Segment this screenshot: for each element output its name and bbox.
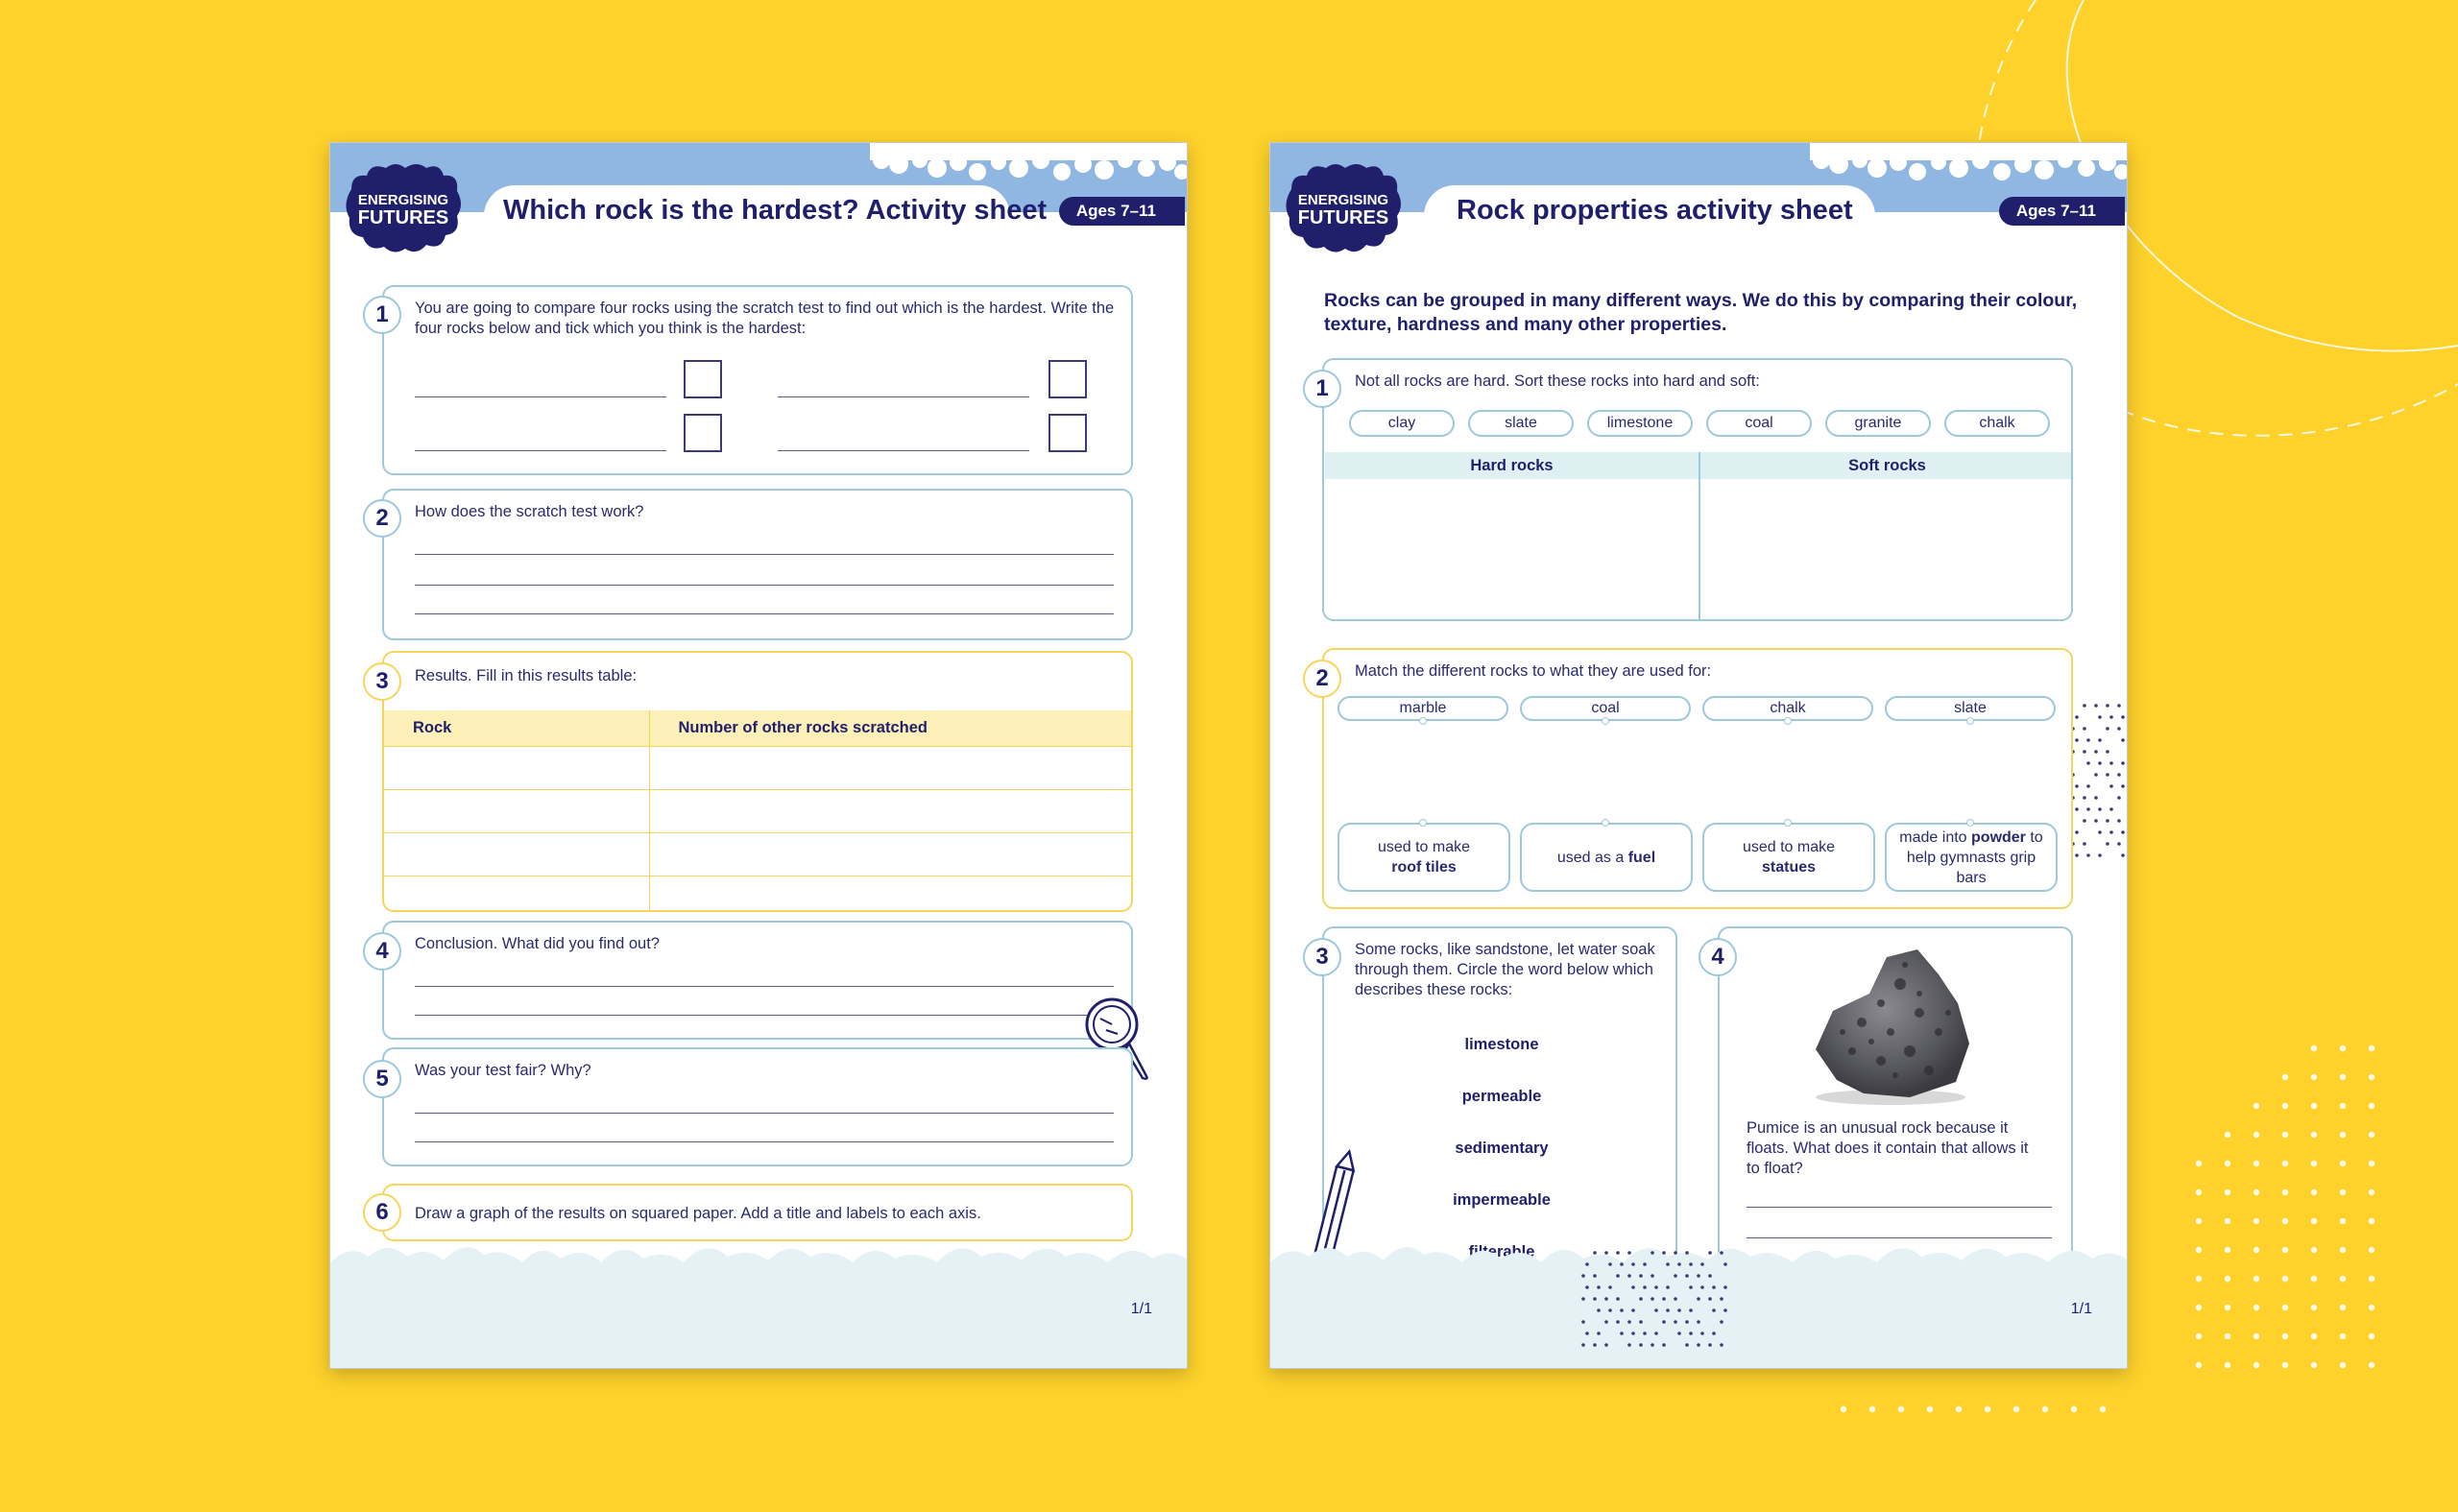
answer-line[interactable] bbox=[415, 1113, 1114, 1114]
answer-line[interactable] bbox=[778, 396, 1029, 397]
answer-line[interactable] bbox=[415, 613, 1114, 614]
question-2-number: 2 bbox=[1303, 660, 1341, 698]
table-row bbox=[384, 789, 1131, 832]
soft-rocks-header: Soft rocks bbox=[1700, 452, 2073, 479]
question-1-number: 1 bbox=[363, 296, 401, 334]
rock-chip[interactable]: coal bbox=[1706, 410, 1812, 437]
tick-box[interactable] bbox=[1048, 360, 1087, 398]
option-word[interactable]: limestone bbox=[1464, 1036, 1539, 1053]
question-2-text: Match the different rocks to what they are used for: bbox=[1355, 662, 1712, 680]
table-cell[interactable] bbox=[384, 876, 649, 912]
question-5-box bbox=[382, 1047, 1133, 1166]
option-word[interactable]: filterable bbox=[1468, 1243, 1535, 1260]
option-word[interactable]: permeable bbox=[1461, 1088, 1542, 1105]
table-cell[interactable] bbox=[649, 746, 1131, 789]
question-4-box bbox=[382, 921, 1133, 1040]
option-word[interactable]: impermeable bbox=[1453, 1191, 1551, 1209]
intro-text: Rocks can be grouped in many different ways. We do this by comparing their colour, texture, hardness and many other properties. bbox=[1324, 290, 2078, 335]
svg-text:FUTURES: FUTURES bbox=[357, 207, 449, 228]
tick-box[interactable] bbox=[1048, 414, 1087, 452]
match-point[interactable] bbox=[1602, 819, 1609, 827]
question-1-number: 1 bbox=[1303, 370, 1341, 408]
match-point[interactable] bbox=[1966, 819, 1974, 827]
bottom-dots-decoration bbox=[1578, 1247, 1731, 1353]
question-5-text: Was your test fair? Why? bbox=[415, 1062, 591, 1079]
question-1-box bbox=[1322, 358, 2073, 621]
use-box-roof-tiles[interactable] bbox=[1337, 823, 1510, 892]
pumice-rock-image bbox=[1795, 936, 1987, 1109]
table-row bbox=[384, 876, 1131, 912]
age-badge: Ages 7–11 bbox=[1999, 197, 2125, 226]
question-1-text: You are going to compare four rocks using the scratch test to find out which is the hardest. Write the four rocks below and tick which you think is the hardest: bbox=[415, 300, 1115, 337]
question-3-text: Results. Fill in this results table: bbox=[415, 667, 638, 684]
use-text: used to make bbox=[1742, 839, 1836, 855]
answer-line[interactable] bbox=[415, 1141, 1114, 1142]
question-6-text: Draw a graph of the results on squared paper. Add a title and labels to each axis. bbox=[415, 1205, 981, 1222]
rock-chip[interactable]: clay bbox=[1349, 410, 1455, 437]
table-cell[interactable] bbox=[649, 789, 1131, 832]
sheet-title: Rock properties activity sheet bbox=[1457, 195, 1853, 226]
rock-chip[interactable]: limestone bbox=[1587, 410, 1693, 437]
table-cell[interactable] bbox=[384, 789, 649, 832]
question-3-number: 3 bbox=[363, 662, 401, 701]
answer-line[interactable] bbox=[415, 585, 1114, 586]
table-cell[interactable] bbox=[384, 832, 649, 876]
question-2-number: 2 bbox=[363, 499, 401, 538]
rock-chip[interactable]: slate bbox=[1885, 696, 2056, 721]
question-1-box bbox=[382, 285, 1133, 475]
energising-futures-logo bbox=[1282, 160, 1405, 256]
question-4-text: Conclusion. What did you find out? bbox=[415, 935, 660, 952]
svg-text:ENERGISING: ENERGISING bbox=[357, 192, 449, 208]
use-text: used as a bbox=[1556, 849, 1628, 866]
answer-line[interactable] bbox=[415, 450, 666, 451]
match-point[interactable] bbox=[1602, 717, 1609, 725]
question-2-box bbox=[382, 489, 1133, 640]
table-cell[interactable] bbox=[384, 746, 649, 789]
hard-rocks-header: Hard rocks bbox=[1325, 452, 1699, 479]
page-number: 1/1 bbox=[2070, 1301, 2092, 1317]
use-text-bold: fuel bbox=[1627, 849, 1656, 866]
question-4-number: 4 bbox=[1699, 938, 1737, 976]
rock-chip[interactable]: granite bbox=[1825, 410, 1931, 437]
match-point[interactable] bbox=[1966, 717, 1974, 725]
results-column-header: Rock bbox=[384, 710, 649, 746]
question-2-box bbox=[1322, 648, 2073, 909]
hard-rocks-area[interactable] bbox=[1325, 479, 1699, 621]
use-box-statues[interactable] bbox=[1702, 823, 1875, 892]
question-3-number: 3 bbox=[1303, 938, 1341, 976]
table-row bbox=[384, 832, 1131, 876]
use-box-fuel[interactable] bbox=[1520, 823, 1693, 892]
use-text: to help gymnasts grip bars bbox=[1906, 828, 2043, 886]
footer-cloud-decoration bbox=[330, 1234, 1188, 1368]
question-3-box bbox=[382, 651, 1133, 912]
question-6-box bbox=[382, 1184, 1133, 1241]
tick-box[interactable] bbox=[684, 360, 722, 398]
question-6-number: 6 bbox=[363, 1193, 401, 1232]
match-point[interactable] bbox=[1419, 819, 1427, 827]
answer-line[interactable] bbox=[1747, 1207, 2052, 1208]
question-3-text: Some rocks, like sandstone, let water soak through them. Circle the word below which describes these rocks: bbox=[1355, 941, 1655, 998]
use-text: made into bbox=[1899, 828, 1972, 846]
match-point[interactable] bbox=[1419, 717, 1427, 725]
rock-chip[interactable]: slate bbox=[1468, 410, 1574, 437]
answer-line[interactable] bbox=[415, 986, 1114, 987]
table-row bbox=[384, 746, 1131, 789]
age-badge: Ages 7–11 bbox=[1059, 197, 1185, 226]
question-2-text: How does the scratch test work? bbox=[415, 503, 644, 520]
question-5-number: 5 bbox=[363, 1060, 401, 1098]
sheet-title: Which rock is the hardest? Activity sheet bbox=[503, 195, 1048, 226]
match-point[interactable] bbox=[1784, 717, 1792, 725]
soft-rocks-area[interactable] bbox=[1700, 479, 2073, 621]
use-box-powder[interactable] bbox=[1885, 823, 2058, 892]
answer-line[interactable] bbox=[415, 396, 666, 397]
svg-text:ENERGISING: ENERGISING bbox=[1297, 192, 1389, 208]
table-cell[interactable] bbox=[649, 876, 1131, 912]
answer-line[interactable] bbox=[778, 450, 1029, 451]
results-table bbox=[384, 710, 1131, 912]
results-column-header: Number of other rocks scratched bbox=[649, 710, 1131, 746]
svg-text:FUTURES: FUTURES bbox=[1297, 207, 1389, 228]
rock-chip[interactable]: chalk bbox=[1702, 696, 1873, 721]
rock-chip[interactable]: marble bbox=[1337, 696, 1508, 721]
use-text-bold: powder bbox=[1971, 828, 2026, 846]
question-4-number: 4 bbox=[363, 932, 401, 971]
answer-line[interactable] bbox=[415, 1015, 1087, 1016]
activity-sheet-rock-properties bbox=[1269, 142, 2128, 1369]
table-cell[interactable] bbox=[649, 832, 1131, 876]
page-number: 1/1 bbox=[1130, 1301, 1152, 1317]
question-1-text: Not all rocks are hard. Sort these rocks into hard and soft: bbox=[1355, 372, 1760, 390]
option-word[interactable]: sedimentary bbox=[1455, 1140, 1549, 1157]
tick-box[interactable] bbox=[684, 414, 722, 452]
use-text: used to make bbox=[1377, 839, 1471, 855]
answer-line[interactable] bbox=[415, 554, 1114, 555]
question-4-text: Pumice is an unusual rock because it floats. What does it contain that allows it to float? bbox=[1747, 1119, 2029, 1177]
energising-futures-logo bbox=[342, 160, 465, 256]
sort-table bbox=[1325, 452, 2073, 621]
rock-chip[interactable]: coal bbox=[1520, 696, 1691, 721]
activity-sheet-hardest-rock bbox=[329, 142, 1188, 1369]
rock-chip[interactable]: chalk bbox=[1944, 410, 2050, 437]
match-point[interactable] bbox=[1784, 819, 1792, 827]
use-text-bold: roof tiles bbox=[1391, 859, 1457, 876]
use-text-bold: statues bbox=[1761, 859, 1817, 876]
